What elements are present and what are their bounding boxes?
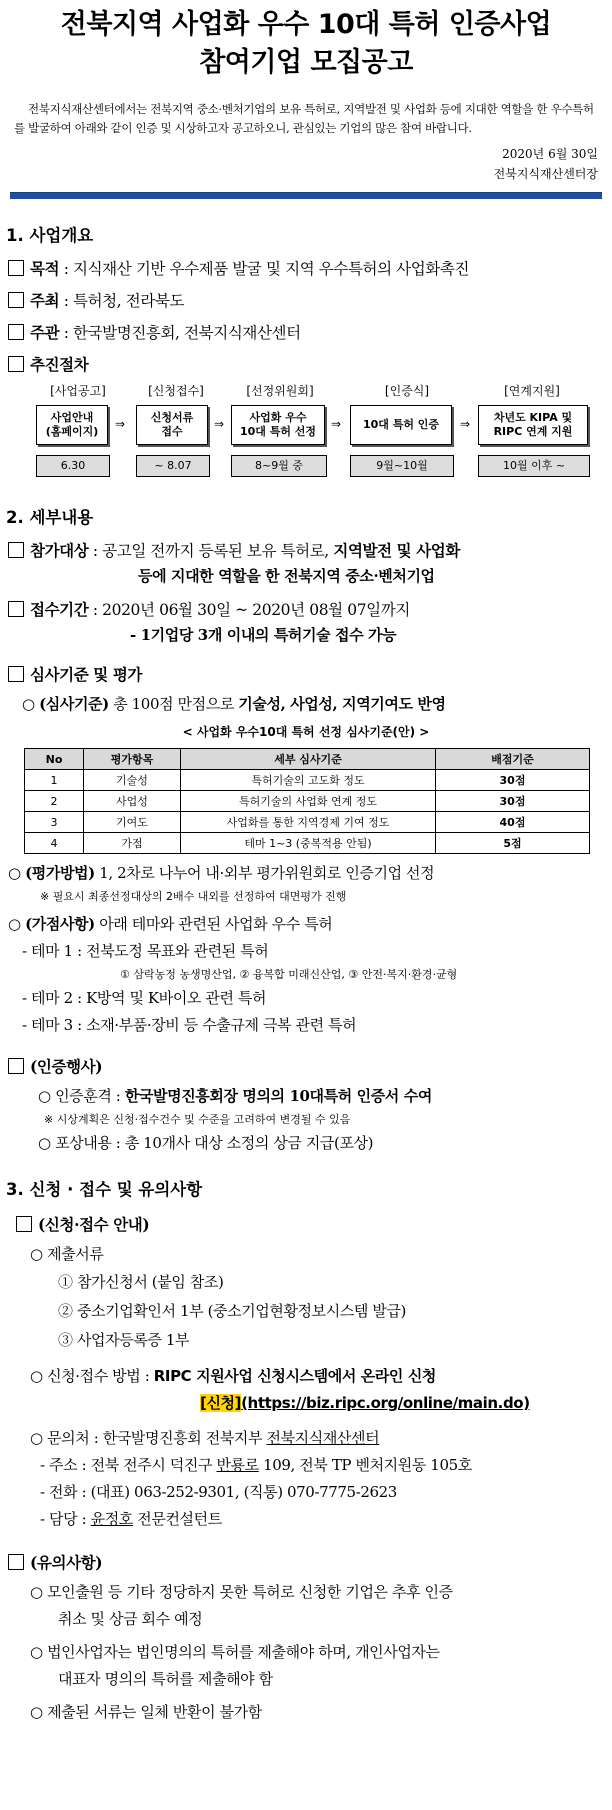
target-item-continued: 등에 지대한 역할을 한 전북지역 중소·벤처기업 <box>138 567 435 585</box>
checkbox-icon <box>8 292 24 308</box>
table-row <box>25 770 590 791</box>
step-date: 6.30 <box>36 455 110 477</box>
checkbox-icon <box>8 542 24 558</box>
checkbox-icon <box>8 1554 24 1570</box>
apply-tag: [신청] <box>200 1394 242 1412</box>
section-1-heading: 1. 사업개요 <box>6 226 94 245</box>
purpose-item: 목적 : 지식재산 기반 우수제품 발굴 및 지역 우수특허의 사업화촉진 <box>8 253 612 285</box>
column-header: 배점기준 <box>436 749 590 770</box>
step-box: 신청서류 접수 <box>136 405 208 445</box>
bullet-icon: ○ <box>30 1703 48 1721</box>
step-box: 차년도 KIPA 및 RIPC 연계 지원 <box>478 405 588 445</box>
review-criteria: ○ (심사기준) 총 100점 만점으로 기술성, 사업성, 지역기여도 반영 <box>22 695 446 713</box>
contact-phone: - 전화 : (대표) 063-252-9301, (직통) 070-7775-2623 <box>40 1483 397 1501</box>
title-line-2: 참여기업 모집공고 <box>199 47 413 78</box>
bonus-points: ○ (가점사항) 아래 테마와 관련된 사업화 우수 특허 <box>8 915 333 933</box>
bullet-icon: ○ <box>30 1643 48 1661</box>
step-label: [신청접수] <box>148 384 204 398</box>
application-link-row <box>200 1390 612 1417</box>
theme-2: - 테마 2 : K방역 및 K바이오 관련 특허 <box>22 989 267 1007</box>
step-box: 사업화 우수 10대 특허 선정 <box>231 405 325 445</box>
bullet-icon: ○ <box>38 1134 56 1152</box>
checkbox-icon <box>8 1058 24 1074</box>
checkbox-icon <box>16 1216 32 1232</box>
column-header: 세부 심사기준 <box>181 749 436 770</box>
bullet-icon: ○ <box>30 1429 48 1447</box>
guide-item: (신청·접수 안내) <box>16 1209 612 1241</box>
checkbox-icon <box>8 356 24 372</box>
doc-item: ② 중소기업확인서 1부 (중소기업현황정보시스템 발급) <box>58 1302 407 1320</box>
table-cell: 기여도 <box>84 812 181 833</box>
title-line-1: 전북지역 사업화 우수 10대 특허 인증사업 <box>60 9 552 40</box>
section-2-heading: 2. 세부내용 <box>6 508 94 527</box>
bullet-icon: ○ <box>38 1087 56 1105</box>
step-box: 사업안내 (홈페이지) <box>36 405 108 445</box>
event-item: (인증행사) <box>8 1051 612 1083</box>
column-header: No <box>25 749 84 770</box>
table-cell: 30점 <box>436 770 590 791</box>
doc-item: ① 참가신청서 (붙임 참조) <box>58 1273 224 1291</box>
table-cell: 3 <box>25 812 84 833</box>
evaluation-method: ○ (평가방법) 1, 2차로 나누어 내·외부 평가위원회로 인증기업 선정 <box>8 864 435 882</box>
step-label: [연계지원] <box>504 384 560 398</box>
contact: ○ 문의처 : 한국발명진흥회 전북지부 전북지식재산센터 <box>30 1429 380 1447</box>
checkbox-icon <box>8 601 24 617</box>
table-cell: 4 <box>25 833 84 854</box>
intro-paragraph: 전북지식재산센터에서는 전북지역 중소·벤처기업의 보유 특허로, 지역발전 및 사업화 등에 지대한 역할을 한 우수특허를 발굴하여 아래와 같이 인증 및 시상하고자 공고하오니, 관심있는 기업의 많은 참여 바랍니다. <box>14 102 594 135</box>
organizer-item: 주관 : 한국발명진흥회, 전북지식재산센터 <box>8 317 612 349</box>
application-method: ○ 신청·접수 방법 : RIPC 지원사업 신청시스템에서 온라인 신청 <box>30 1367 437 1385</box>
application-url-link[interactable]: (https://biz.ripc.org/online/main.do) <box>241 1394 530 1412</box>
bullet-icon: ○ <box>8 915 26 933</box>
event-award: ○ 인증훈격 : 한국발명진흥회장 명의의 10대특허 인증서 수여 <box>38 1087 432 1105</box>
bullet-icon: ○ <box>30 1583 48 1601</box>
step-date: ~ 8.07 <box>136 455 210 477</box>
table-row <box>25 812 590 833</box>
announcement-date: 2020년 6월 30일 <box>502 147 598 161</box>
table-cell: 특허기술의 고도화 정도 <box>181 770 436 791</box>
column-header: 평가항목 <box>84 749 181 770</box>
target-item: 참가대상 : 공고일 전까지 등록된 보유 특허로, 지역발전 및 사업화 <box>8 535 612 567</box>
docs-label: ○ 제출서류 <box>30 1245 104 1263</box>
host-item: 주최 : 특허청, 전라북도 <box>8 285 612 317</box>
table-cell: 사업성 <box>84 791 181 812</box>
issuer: 전북지식재산센터장 <box>493 167 598 181</box>
table-row <box>25 791 590 812</box>
notice-3: ○ 제출된 서류는 일체 반환이 불가함 <box>30 1703 262 1721</box>
period-sub: - 1기업당 3개 이내의 특허기술 접수 가능 <box>130 626 397 644</box>
review-item: 심사기준 및 평가 <box>8 659 612 691</box>
contact-address: - 주소 : 전북 전주시 덕진구 반룡로 109, 전북 TP 벤처지원동 105호 <box>40 1456 472 1474</box>
table-row <box>25 833 590 854</box>
arrow-icon: ⇒ <box>214 417 225 431</box>
theme-1: - 테마 1 : 전북도정 목표와 관련된 특허 <box>22 942 269 960</box>
contact-manager: - 담당 : 윤정호 전문컨설턴트 <box>40 1510 222 1528</box>
table-cell: 5점 <box>436 833 590 854</box>
arrow-icon: ⇒ <box>115 417 126 431</box>
table-cell: 2 <box>25 791 84 812</box>
notice-1: ○ 모인출원 등 기타 정당하지 못한 특허로 신청한 기업은 추후 인증 <box>30 1583 453 1601</box>
step-box: 10대 특허 인증 <box>350 405 452 445</box>
bullet-icon: ○ <box>30 1245 48 1263</box>
event-prize: ○ 포상내용 : 총 10개사 대상 소정의 상금 지급(포상) <box>38 1134 374 1152</box>
notice-2-continued: 대표자 명의의 특허를 제출해야 함 <box>58 1670 273 1688</box>
procedure-item: 추진절차 <box>8 349 612 381</box>
divider-bar <box>10 192 602 199</box>
table-cell: 사업화를 통한 지역경제 기여 정도 <box>181 812 436 833</box>
section-3-heading: 3. 신청 · 접수 및 유의사항 <box>6 1180 203 1199</box>
theme-3: - 테마 3 : 소재·부품·장비 등 수출규제 극복 관련 특허 <box>22 1016 357 1034</box>
arrow-icon: ⇒ <box>331 417 342 431</box>
bullet-icon: ○ <box>30 1367 48 1385</box>
table-cell: 30점 <box>436 791 590 812</box>
step-label: [인증식] <box>384 384 430 398</box>
notice-1-continued: 취소 및 상금 회수 예정 <box>58 1610 203 1628</box>
period-item: 접수기간 : 2020년 06월 30일 ~ 2020년 08월 07일까지 <box>8 594 612 626</box>
table-cell: 특허기술의 사업화 연계 정도 <box>181 791 436 812</box>
table-cell: 가점 <box>84 833 181 854</box>
table-cell: 기술성 <box>84 770 181 791</box>
doc-item: ③ 사업자등록증 1부 <box>58 1331 190 1349</box>
bullet-icon: ○ <box>8 864 26 882</box>
table-cell: 40점 <box>436 812 590 833</box>
table-cell: 테마 1~3 (중복적용 안됨) <box>181 833 436 854</box>
notice-2: ○ 법인사업자는 법인명의의 특허를 제출해야 하며, 개인사업자는 <box>30 1643 440 1661</box>
table-cell: 1 <box>25 770 84 791</box>
procedure-flow <box>0 383 612 489</box>
step-date: 8~9월 중 <box>231 455 327 477</box>
checkbox-icon <box>8 260 24 276</box>
theme-1-detail: ① 삼락농정 농생명산업, ② 융복합 미래신산업, ③ 안전·복지·환경·균형 <box>120 968 458 981</box>
criteria-table <box>24 748 590 854</box>
notice-item: (유의사항) <box>8 1547 612 1579</box>
page-title <box>0 6 612 82</box>
criteria-table-title: < 사업화 우수10대 특허 선정 심사기준(안) > <box>182 725 430 739</box>
event-note: ※ 시상계획은 신청·접수건수 및 수준을 고려하여 변경될 수 있음 <box>44 1113 351 1126</box>
evaluation-note: ※ 필요시 최종선정대상의 2배수 내외를 선정하여 대면평가 진행 <box>40 890 347 903</box>
step-date: 9월~10월 <box>350 455 454 477</box>
table-header-row <box>25 749 590 770</box>
bullet-icon: ○ <box>22 695 40 713</box>
step-date: 10월 이후 ~ <box>478 455 590 477</box>
step-label: [선정위원회] <box>246 384 314 398</box>
arrow-icon: ⇒ <box>460 417 471 431</box>
checkbox-icon <box>8 666 24 682</box>
checkbox-icon <box>8 324 24 340</box>
step-label: [사업공고] <box>50 384 106 398</box>
